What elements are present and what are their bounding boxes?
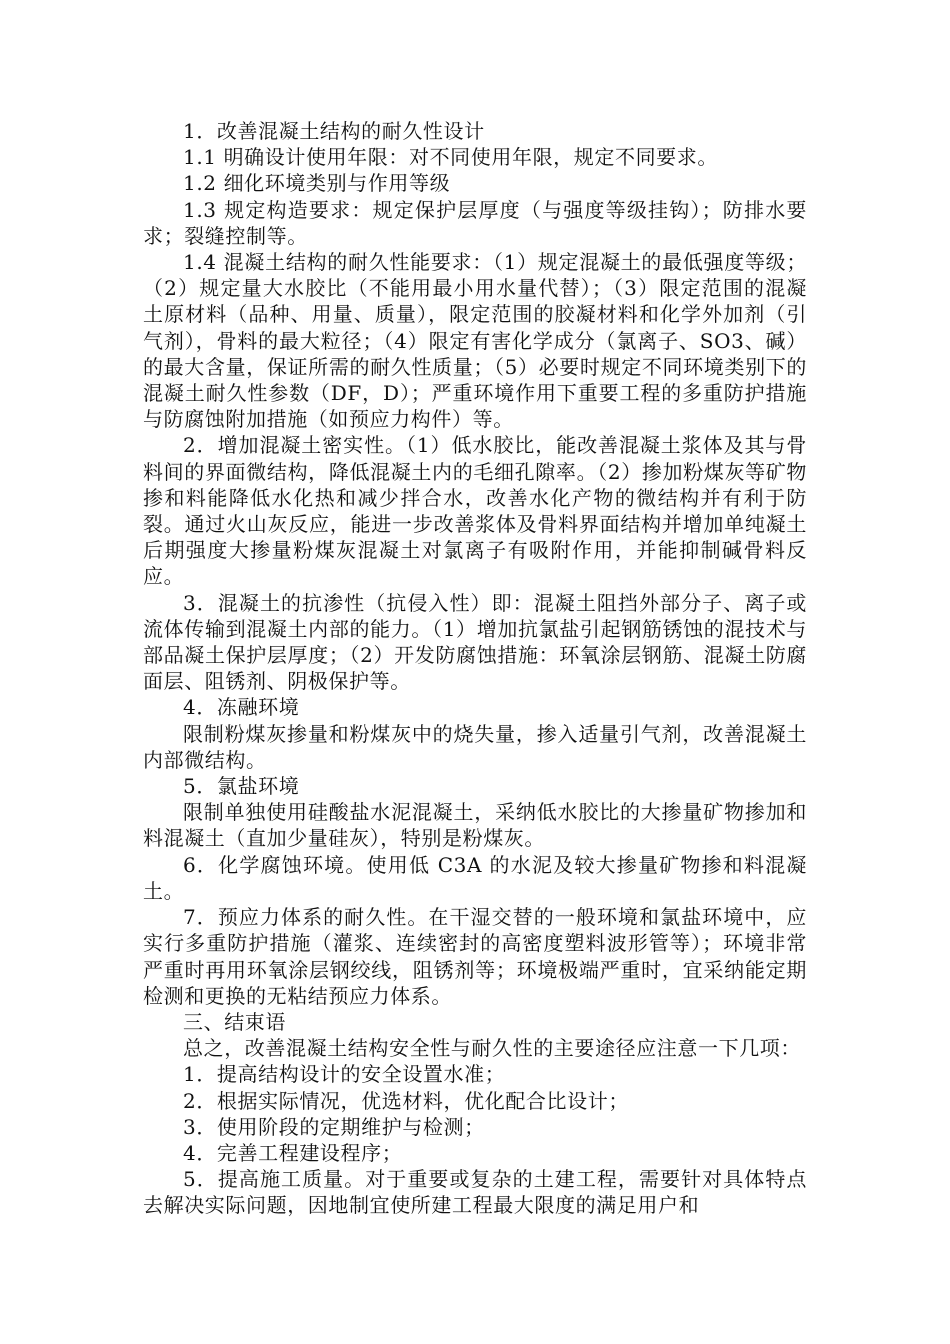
paragraph-conclusion-intro: 总之，改善混凝土结构安全性与耐久性的主要途径应注意一下几项： — [183, 1036, 801, 1061]
paragraph-environment-category: 1.2 细化环境类别与作用等级 — [183, 171, 451, 196]
paragraph-impermeability: 3．混凝土的抗渗性（抗侵入性）即：混凝土阻挡外部分子、离子或流体传输到混凝土内部的能力。（1）增加抗氯盐引起钢筋锈蚀的混技术与部品凝土保护层厚度；（2）开发防腐蚀措施：环氧涂层钢筋、混凝土防腐面层、阻锈剂、阴极保护等。 — [143, 590, 807, 694]
paragraph-prestress: 7．预应力体系的耐久性。在干湿交替的一般环境和氯盐环境中，应实行多重防护措施（灌浆、连续密封的高密度塑料波形管等）；环境非常严重时再用环氧涂层钢绞线，阻锈剂等；环境极端严重时，宜采纳能定期检测和更换的无粘结预应力体系。 — [143, 905, 807, 1008]
list-item-3: 3．使用阶段的定期维护与检测； — [183, 1114, 485, 1139]
list-item-1: 1．提高结构设计的安全设置水准； — [183, 1062, 506, 1087]
paragraph-compactness: 2．增加混凝土密实性。（1）低水胶比，能改善混凝土浆体及其与骨料间的界面微结构，降低混凝土内的毛细孔隙率。（2）掺加粉煤灰等矿物掺和料能降低水化热和减少拌合水，改善水化产物的微结构并有利于防裂。通过火山灰反应，能进一步改善浆体及骨料界面结构并增加单纯凝土后期强度大掺量粉煤灰混凝土对氯离子有吸附作用，并能抑制碱骨料反应。 — [143, 433, 807, 589]
list-item-4: 4．完善工程建设程序； — [183, 1140, 403, 1165]
heading-chloride: 5．氯盐环境 — [183, 774, 300, 799]
paragraph-construction-requirements: 1.3 规定构造要求：规定保护层厚度（与强度等级挂钩）；防排水要求；裂缝控制等。 — [143, 197, 807, 248]
document-body — [143, 118, 807, 1219]
paragraph-service-life: 1.1 明确设计使用年限：对不同使用年限，规定不同要求。 — [183, 145, 718, 170]
heading-conclusion: 三、结束语 — [183, 1009, 286, 1034]
paragraph-chemical-corrosion: 6．化学腐蚀环境。使用低 C3A 的水泥及较大掺量矿物掺和料混凝土。 — [143, 852, 807, 903]
paragraph-durability-performance: 1.4 混凝土结构的耐久性能要求：（1）规定混凝土的最低强度等级；（2）规定量大水胶比（不能用最小用水量代替）；（3）限定范围的混凝土原材料（品种、用量、质量），限定范围的胶凝材料和化学外加剂（引气剂），骨料的最大粒径；（4）限定有害化学成分（氯离子、SO3、碱）的最大含量，保证所需的耐久性质量；（5）必要时规定不同环境类别下的混凝土耐久性参数（DF，D）；严重环境作用下重要工程的多重防护措施与防腐蚀附加措施（如预应力构件）等。 — [143, 250, 807, 432]
heading-freeze-thaw: 4．冻融环境 — [183, 695, 300, 720]
list-item-2: 2．根据实际情况，优选材料，优化配合比设计； — [183, 1088, 629, 1113]
paragraph-chloride: 限制单独使用硅酸盐水泥混凝土，采纳低水胶比的大掺量矿物掺加和料混凝土（直加少量硅灰），特别是粉煤灰。 — [143, 800, 807, 851]
heading-durability-design: 1．改善混凝土结构的耐久性设计 — [183, 119, 485, 143]
list-item-5: 5．提高施工质量。对于重要或复杂的土建工程，需要针对具体特点去解决实际问题，因地制宜使所建工程最大限度的满足用户和 — [143, 1167, 807, 1218]
paragraph-freeze-thaw: 限制粉煤灰掺量和粉煤灰中的烧失量，掺入适量引气剂，改善混凝土内部微结构。 — [143, 721, 807, 772]
